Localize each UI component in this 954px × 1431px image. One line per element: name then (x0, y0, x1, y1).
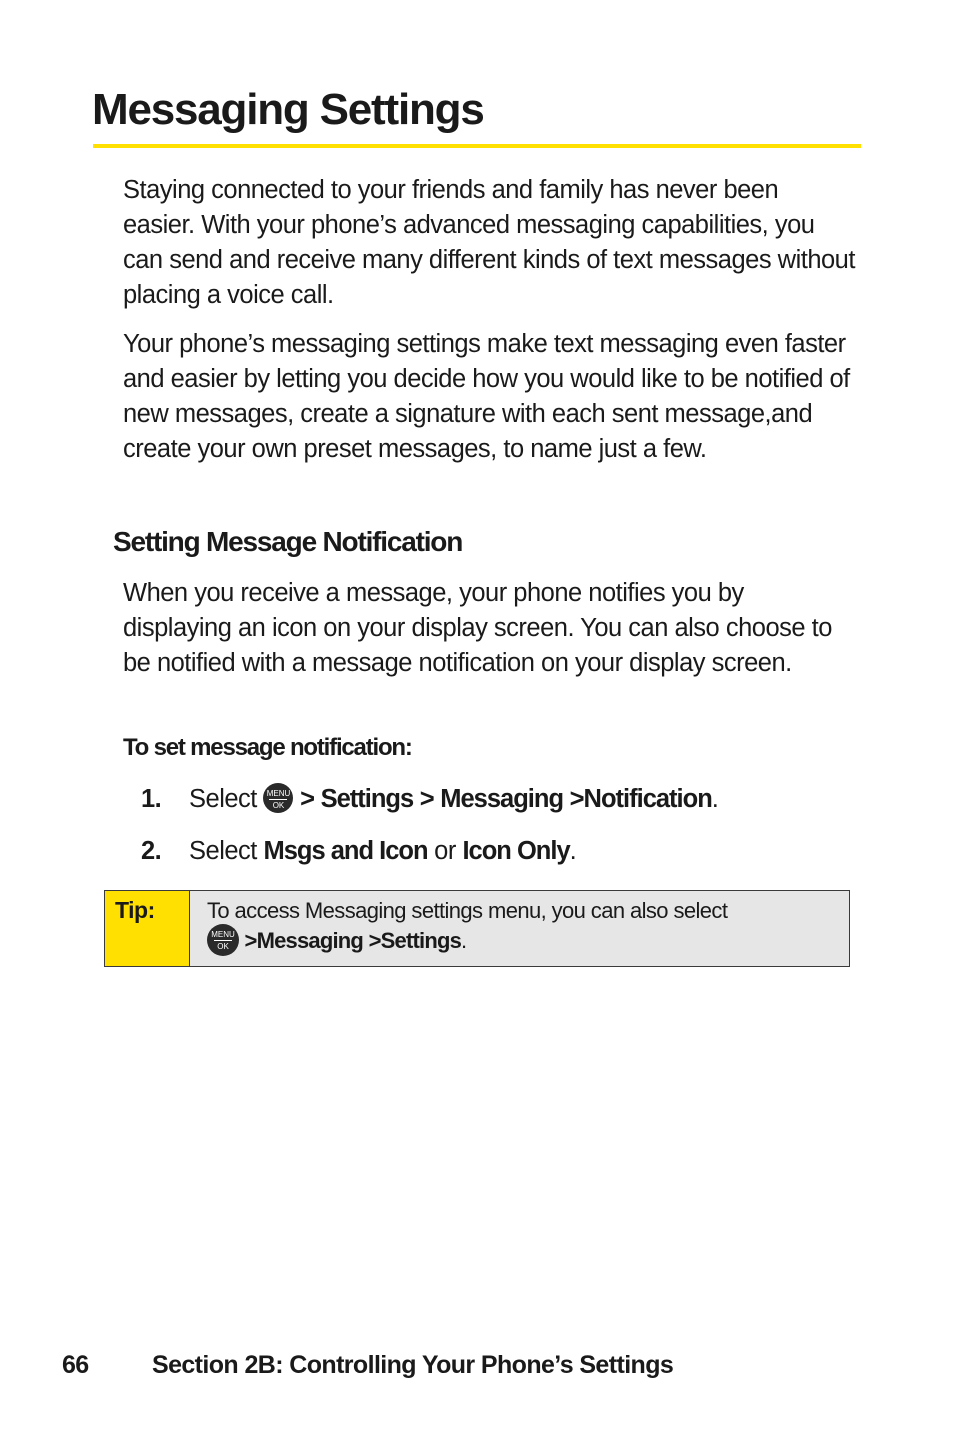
step-select-text: Select (189, 785, 257, 813)
step-2: 2. Select Msgs and Icon or Icon Only. (141, 834, 576, 868)
menu-separator: > (244, 928, 257, 953)
section-heading: Setting Message Notification (113, 526, 463, 557)
procedure-label: To set message notification: (123, 734, 412, 761)
page-title: Messaging Settings (92, 85, 484, 134)
page-footer (62, 1348, 673, 1382)
footer-section-title: Section 2B: Controlling Your Phone’s Settings (152, 1351, 674, 1379)
step-number: 2. (141, 837, 162, 865)
step-select-text: Select (189, 837, 257, 865)
tip-text-line-1: To access Messaging settings menu, you can also select (207, 898, 728, 923)
title-underline (93, 144, 861, 148)
menu-ok-key-icon: MENU OK (207, 924, 239, 956)
section-body: When you receive a message, your phone notifies you by displaying an icon on your display screen. You can also choose to be notified with a message notification on your display screen. (123, 579, 832, 677)
menu-ok-key-icon: MENU OK (263, 783, 293, 813)
page-number: 66 (62, 1351, 89, 1379)
tip-label: Tip: (105, 891, 190, 966)
tip-text-line-2: MENU OK >Messaging >Settings. (207, 926, 849, 958)
option-msgs-and-icon: Msgs and Icon (263, 837, 428, 865)
menu-separator: > (419, 785, 434, 813)
step-1: 1. Select MENU OK > Settings > Messaging >Notification. (141, 782, 718, 816)
menu-separator: > (368, 928, 381, 953)
menu-path-notification: Notification (583, 785, 712, 813)
menu-separator: > (300, 785, 314, 813)
step-number: 1. (141, 785, 162, 813)
tip-box (104, 890, 850, 967)
option-icon-only: Icon Only (462, 837, 570, 865)
tip-text (190, 891, 849, 966)
menu-path-settings: Settings (380, 928, 462, 953)
intro-paragraph-2: Your phone’s messaging settings make text messaging even faster and easier by letting you decide how you would like to be notified of new messages, create a signature with each sent message,and create your own preset messages, to name just a few. (123, 330, 850, 463)
intro-paragraph-1: Staying connected to your friends and family has never been easier. With your phone’s advanced messaging capabilities, you can send and receive many different kinds of text messages without placing a voice call. (123, 176, 855, 309)
menu-separator: > (569, 785, 584, 813)
menu-path-messaging: Messaging (440, 785, 564, 813)
menu-path-settings: Settings (320, 785, 414, 813)
menu-path-messaging: Messaging (256, 928, 364, 953)
